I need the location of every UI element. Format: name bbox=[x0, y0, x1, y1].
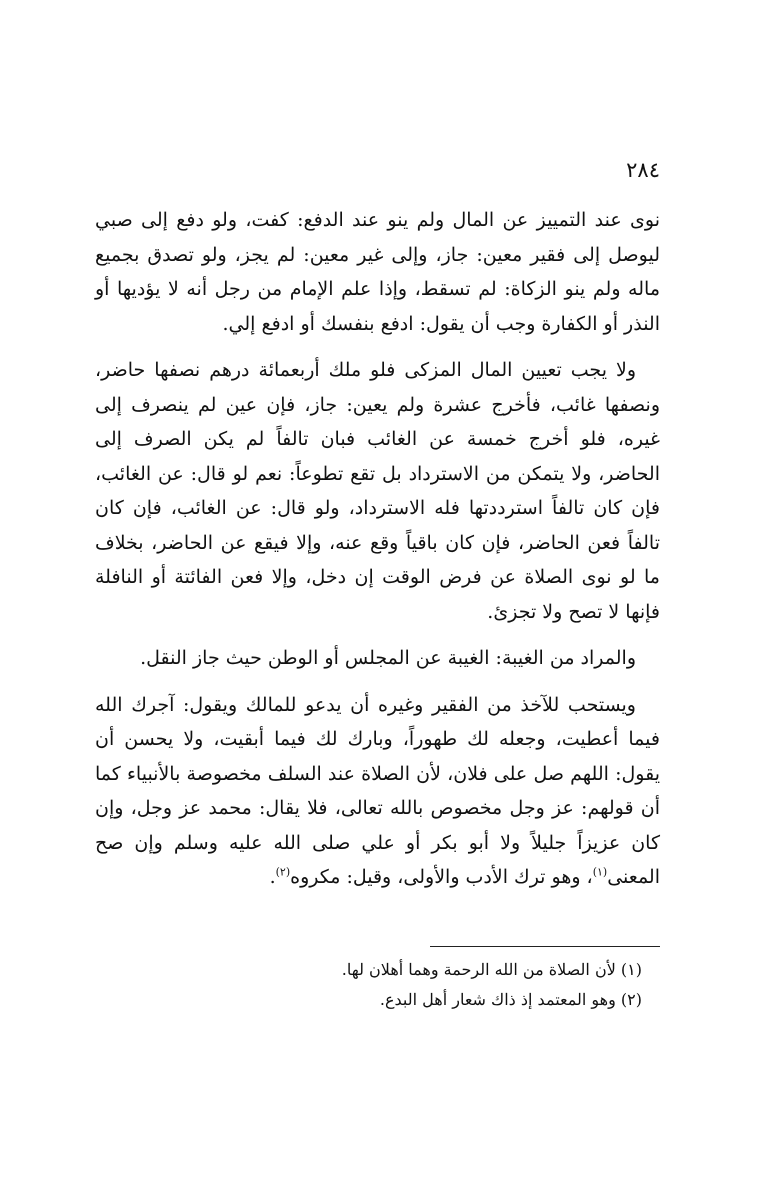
paragraph-4 bbox=[95, 688, 660, 895]
footnote-ref-1: (١) bbox=[592, 865, 608, 879]
paragraph-1: نوى عند التمييز عن المال ولم ينو عند الدفع: كفت، ولو دفع إلى صبي ليوصل إلى فقير معين: جاز، وإلى غير معين: لم يجز، ولو تصدق بجميع ماله ولم ينو الزكاة: لم تسقط، وإذا علم الإمام من رجل أنه لا يؤديها أو النذر أو الكفارة وجب أن يقول: ادفع بنفسك أو ادفع إلي. bbox=[95, 209, 660, 335]
footnote-divider bbox=[430, 946, 660, 947]
paragraph-4-text-a: ويستحب للآخذ من الفقير وغيره أن يدعو للمالك ويقول: آجرك الله فيما أعطيت، وجعله لك طهوراً، وبارك لك فيما أبقيت، ولا يحسن أن يقول: اللهم صل على فلان، لأن الصلاة عند السلف مخصوصة بالأنبياء كما أن قولهم: عز وجل مخصوص بالله تعالى، فلا يقال: محمد عز وجل، وإن كان عزيزاً جليلاً ولا أبو بكر أو علي صلى الله عليه وسلم وإن صح المعنى bbox=[95, 693, 660, 888]
main-text bbox=[95, 203, 660, 907]
footnote-2: (٢) وهو المعتمد إذ ذاك شعار أهل البدع. bbox=[379, 990, 642, 1009]
footnote-1: (١) لأن الصلاة من الله الرحمة وهما أهلان لها. bbox=[341, 960, 642, 979]
footnote-ref-2: (٢) bbox=[275, 865, 291, 879]
paragraph-2: ولا يجب تعيين المال المزكى فلو ملك أربعمائة درهم نصفها حاضر، ونصفها غائب، فأخرج عشرة ولم يعين: جاز، فإن عين لم ينصرف إلى غيره، فلو أخرج خمسة عن الغائب فبان تالفاً لم يكن الصرف إلى الحاضر، ولا يتمكن من الاسترداد بل تقع تطوعاً: نعم لو قال: عن الغائب، فإن كان تالفاً استرددتها فله الاسترداد، ولو قال: عن الغائب، فإن كان تالفاً فعن الحاضر، فإن كان باقياً وقع عنه، وإلا فيقع عن الحاضر، بخلاف ما لو نوى الصلاة عن فرض الوقت إن دخل، وإلا فعن الفائتة أو النافلة فإنها لا تصح ولا تجزئ. bbox=[95, 359, 660, 623]
paragraph-3: والمراد من الغيبة: الغيبة عن المجلس أو الوطن حيث جاز النقل. bbox=[140, 647, 636, 669]
page-number: ٢٨٤ bbox=[626, 158, 660, 182]
paragraph-4-text-b: ، وهو ترك الأدب والأولى، وقيل: مكروه bbox=[290, 866, 593, 888]
footnotes bbox=[95, 955, 660, 1015]
paragraph-4-text-c: . bbox=[269, 866, 276, 888]
